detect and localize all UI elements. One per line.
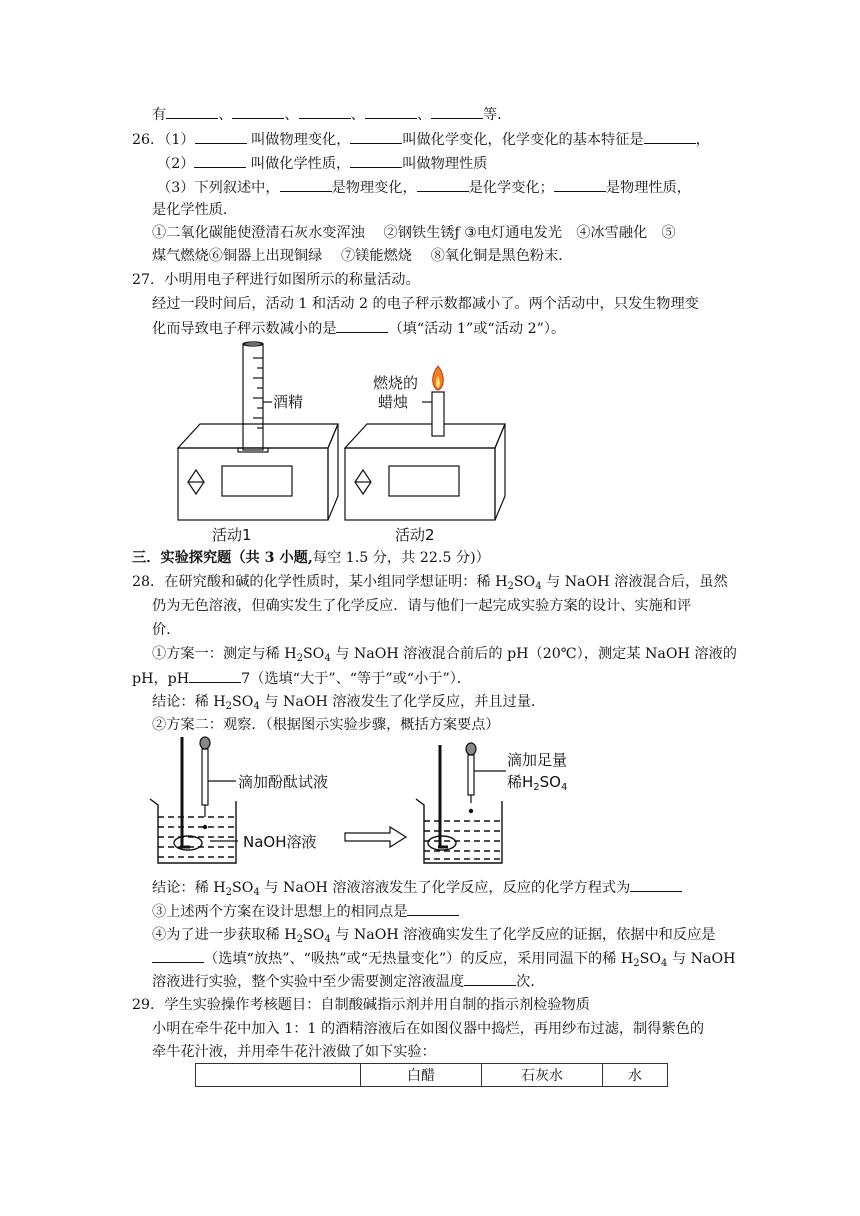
answer-blank[interactable] bbox=[464, 971, 516, 986]
q29-line-2: 小明在牵牛花中加入 1：1 的酒精溶液后在如图仪器中捣烂，再用纱布过滤，制得紫色的 bbox=[152, 1021, 705, 1037]
graduated-cylinder bbox=[238, 342, 272, 452]
q25-blank-line: 有 、 、 、 、 等． bbox=[152, 104, 511, 125]
table-header-cell: 水 bbox=[603, 1064, 668, 1087]
q28-line-2: 仍为无色溶液，但确实发生了化学反应．请与他们一起完成实验方案的设计、实施和评 bbox=[152, 598, 692, 614]
answer-blank[interactable] bbox=[166, 104, 218, 119]
label-activity-2: 活动2 bbox=[395, 526, 435, 544]
beakers-figure bbox=[140, 735, 620, 870]
section-3-heading: 三．实验探究题（共 3 小题,每空 1.5 分，共 22.5 分)） bbox=[132, 550, 490, 566]
q27-line-2: 经过一段时间后，活动 1 和活动 2 的电子秤示数都减小了。两个活动中，只发生物理变 bbox=[152, 296, 699, 312]
q29-line-3: 牵牛花汁液，并用牵牛花汁液做了如下实验： bbox=[152, 1044, 436, 1060]
q28-line-11: （选填“放热”、“吸热”或“无热量变化”）的反应，采用同温下的稀 $H_2SO_4$ 与 NaOH bbox=[152, 948, 735, 974]
scale-activity-1 bbox=[178, 424, 338, 520]
q28-line-12: 溶液进行实验，整个实验中至少需要测定溶液温度 次． bbox=[152, 971, 545, 992]
table-header-cell: 白醋 bbox=[361, 1064, 482, 1087]
label-add-phenolphthalein: 滴加酚酞试液 bbox=[238, 773, 329, 791]
q28-line-9: ③上述两个方案在设计思想上的相同点是 bbox=[152, 901, 459, 922]
q26-line-6: 煤气燃烧⑥铜器上出现铜绿 ⑦镁能燃烧 ⑧氧化铜是黑色粉末． bbox=[152, 248, 573, 264]
label-candle-2: 蜡烛 bbox=[378, 393, 409, 411]
answer-blank[interactable] bbox=[431, 104, 483, 119]
answer-blank[interactable] bbox=[280, 177, 332, 192]
answer-blank[interactable] bbox=[417, 177, 469, 192]
arrow-icon bbox=[345, 827, 406, 847]
q27-line-1: 27．小明用电子秤进行如图所示的称量活动。 bbox=[132, 272, 420, 288]
label-naoh-solution: NaOH溶液 bbox=[243, 833, 317, 851]
q28-line-1: 28．在研究酸和碱的化学性质时，某小组同学想证明：稀 $H_2SO_4$ 与 NaOH 溶液混合后，虽然 bbox=[132, 574, 728, 592]
q28-line-8: 结论：稀 $H_2SO_4$ 与 NaOH 溶液溶液发生了化学反应，反应的化学方程式为 bbox=[152, 877, 682, 903]
answer-blank[interactable] bbox=[407, 901, 459, 916]
q28-line-5: pH，pH 7（选填“大于”、“等于”或“小于”）． bbox=[132, 668, 471, 689]
q26-line-2: （2） 叫做化学性质， 叫做物理性质 bbox=[157, 153, 487, 174]
q28-line-4: ①方案一：测定与稀 $H_2SO_4$ 与 NaOH 溶液混合前后的 pH（20℃），测定某 NaOH 溶液的 bbox=[152, 646, 737, 664]
table-header-row bbox=[196, 1064, 668, 1087]
q26-line-5: ①二氧化碳能使澄清石灰水变浑浊 ②钢铁生锈ƒ ③电灯通电发光 ④冰雪融化 ⑤ bbox=[152, 225, 676, 241]
beaker-2 bbox=[416, 745, 502, 863]
answer-blank[interactable] bbox=[195, 129, 247, 144]
answer-blank[interactable] bbox=[232, 104, 284, 119]
q28-line-3: 价． bbox=[152, 622, 181, 638]
answer-blank[interactable] bbox=[350, 129, 402, 144]
scales-figure bbox=[160, 336, 540, 546]
answer-blank[interactable] bbox=[554, 177, 606, 192]
answer-blank[interactable] bbox=[350, 153, 402, 168]
answer-blank[interactable] bbox=[152, 948, 204, 963]
table-header-cell: 石灰水 bbox=[482, 1064, 603, 1087]
q27-line-3: 化而导致电子秤示数减小的是 （填“活动 1”或“活动 2”）。 bbox=[152, 318, 565, 339]
answer-blank[interactable] bbox=[194, 153, 246, 168]
scale-activity-2 bbox=[345, 424, 505, 520]
label-add-sufficient: 滴加足量 bbox=[507, 751, 568, 769]
q28-line-10: ④为了进一步获取稀 $H_2SO_4$ 与 NaOH 溶液确实发生了化学反应的证据，依据中和反应是 bbox=[152, 927, 716, 945]
q29-table bbox=[195, 1063, 668, 1087]
answer-blank[interactable] bbox=[630, 877, 682, 892]
q26-line-1: 26．（1） 叫做物理变化， 叫做化学变化，化学变化的基本特征是 ， bbox=[132, 129, 710, 150]
answer-blank[interactable] bbox=[644, 129, 696, 144]
label-activity-1: 活动1 bbox=[212, 526, 252, 544]
q28-line-6: 结论：稀 $H_2SO_4$ 与 NaOH 溶液发生了化学反应，并且过量． bbox=[152, 694, 546, 712]
label-candle-1: 燃烧的 bbox=[373, 374, 419, 392]
beaker-1 bbox=[150, 737, 236, 863]
q29-line-1: 29．学生实验操作考核题目：自制酸碱指示剂并用自制的指示剂检验物质 bbox=[132, 997, 590, 1013]
dropper-2 bbox=[466, 743, 506, 813]
table-header-cell bbox=[196, 1064, 361, 1087]
q26-line-4: 是化学性质． bbox=[152, 202, 238, 218]
q28-line-7: ②方案二：观察．（根据图示实验步骤，概括方案要点） bbox=[152, 717, 500, 733]
dropper-1 bbox=[200, 737, 238, 841]
q26-line-3: （3）下列叙述中， 是物理变化， 是化学变化； 是物理性质， bbox=[157, 177, 691, 198]
answer-blank[interactable] bbox=[365, 104, 417, 119]
answer-blank[interactable] bbox=[189, 668, 241, 683]
candle bbox=[422, 366, 444, 436]
label-alcohol: 酒精 bbox=[273, 393, 304, 411]
answer-blank[interactable] bbox=[336, 318, 388, 333]
label-dilute-h2so4: 稀$H_2SO_4$ bbox=[507, 773, 568, 793]
answer-blank[interactable] bbox=[299, 104, 351, 119]
